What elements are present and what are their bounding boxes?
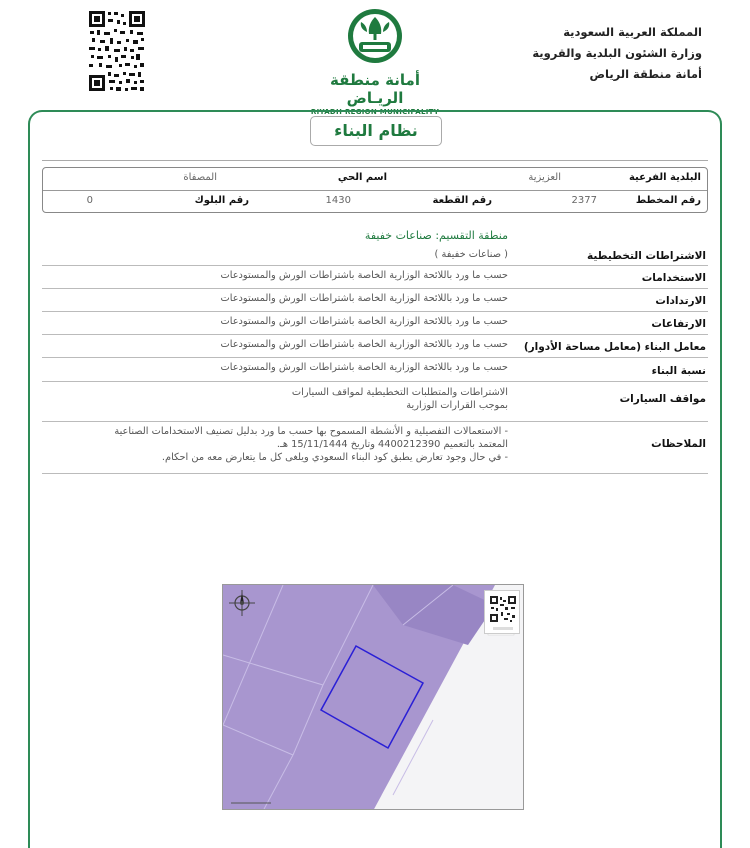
- map-qr-code-icon: [484, 590, 520, 634]
- plan-label: رقم المخطط: [635, 195, 701, 206]
- table-row: [42, 312, 708, 335]
- block-value: 0: [86, 195, 93, 206]
- table-row: [42, 289, 708, 312]
- notes-line-1: - الاستعمالات التفصيلية و الأنشطة المسموح بها حسب ما ورد بدليل تصنيف الاستخدامات الصناعية: [114, 426, 508, 437]
- block-label: رقم البلوك: [194, 195, 249, 206]
- row-value: حسب ما ورد باللائحة الوزارية الخاصة باشتراطات الورش والمستودعات: [220, 316, 508, 327]
- page-title: نظام البناء: [310, 116, 442, 146]
- plot-label: رقم القطعة: [432, 195, 492, 206]
- parking-line-1: الاشتراطات والمتطلبات التخطيطية لمواقف السيارات: [291, 387, 508, 398]
- row-value: حسب ما ورد باللائحة الوزارية الخاصة باشتراطات الورش والمستودعات: [220, 270, 508, 281]
- gov-line-kingdom: المملكة العربية السعودية: [563, 25, 702, 39]
- row-value: حسب ما ورد باللائحة الوزارية الخاصة باشتراطات الورش والمستودعات: [220, 339, 508, 350]
- logo-english-text: RIYADH REGION MUNICIPALITY: [310, 108, 440, 116]
- row-value: ( صناعات خفيفة ): [434, 249, 508, 260]
- row-value: حسب ما ورد باللائحة الوزارية الخاصة باشتراطات الورش والمستودعات: [220, 293, 508, 304]
- parcel-map-drawing: [223, 585, 524, 810]
- row-label: الارتفاعات: [651, 318, 706, 330]
- parking-label: مواقف السيارات: [619, 393, 706, 405]
- plan-value: 2377: [571, 195, 597, 206]
- municipality-logo: [300, 8, 450, 116]
- row-label: معامل البناء (معامل مساحة الأدوار): [523, 341, 706, 353]
- property-info-box: [42, 167, 708, 213]
- row-label: نسبة البناء: [651, 365, 706, 377]
- title-divider: [42, 160, 708, 161]
- parcel-map[interactable]: [222, 584, 524, 810]
- district-value: المصفاة: [183, 172, 217, 183]
- row-label: الاستخدامات: [641, 272, 706, 284]
- branch-value: العزيزية: [528, 172, 561, 183]
- district-label: اسم الحي: [337, 172, 387, 183]
- zoning-title: منطقة التقسيم: صناعات خفيفة: [364, 229, 508, 242]
- gov-line-municipality: أمانة منطقة الرياض: [589, 67, 702, 81]
- plot-value: 1430: [325, 195, 351, 206]
- notes-line-2: المعتمد بالتعميم 4400212390 وتاريخ 15/11/1444 هـ.: [276, 439, 508, 450]
- municipality-emblem-icon: [347, 8, 403, 64]
- info-divider: [43, 190, 707, 191]
- table-row: [42, 266, 708, 289]
- qr-code: [88, 10, 146, 92]
- zoning-table: [42, 245, 708, 474]
- table-row: [42, 335, 708, 358]
- notes-row: [42, 422, 708, 474]
- government-header: [532, 22, 702, 85]
- qr-code-icon: [88, 10, 146, 92]
- notes-line-3: - في حال وجود تعارض يطبق كود البناء السعودي ويلغى كل ما يتعارض معه من احكام.: [161, 452, 508, 463]
- gov-line-ministry: وزارة الشئون البلدية والقروية: [532, 46, 702, 60]
- parking-line-2: بموجب القرارات الوزارية: [406, 400, 508, 411]
- row-label: الارتدادات: [655, 295, 706, 307]
- table-row: [42, 358, 708, 382]
- notes-label: الملاحظات: [651, 438, 706, 450]
- row-value: حسب ما ورد باللائحة الوزارية الخاصة باشتراطات الورش والمستودعات: [220, 362, 508, 373]
- compass-icon: [229, 590, 255, 616]
- table-row: [42, 245, 708, 266]
- parking-row: [42, 382, 708, 422]
- logo-arabic-text: أمانة منطقة الريـاض: [330, 71, 420, 107]
- branch-label: البلدية الفرعية: [628, 172, 701, 183]
- row-label: الاشتراطات التخطيطية: [587, 250, 706, 262]
